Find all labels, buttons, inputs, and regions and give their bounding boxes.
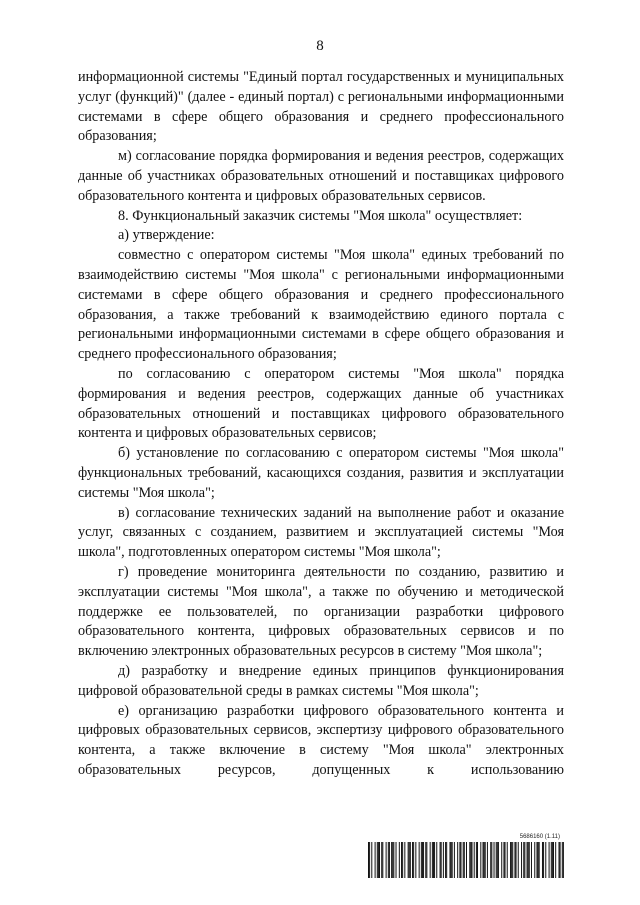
paragraph: информационной системы "Единый портал государственных и муниципальных услуг (функций)" (далее - единый портал) с региональными информационными системами в сфере общего образования и среднего профессионального образования; (78, 69, 564, 145)
barcode-bar (422, 842, 423, 878)
barcode-bar (498, 842, 499, 878)
barcode-bar (472, 842, 473, 878)
barcode-bar (382, 842, 383, 878)
barcode-bar (415, 842, 416, 878)
barcode-bar (425, 842, 426, 878)
barcode-bar (459, 842, 460, 878)
barcode-bar (423, 842, 424, 878)
barcode-bar (457, 842, 458, 878)
barcode-bar (536, 842, 537, 878)
barcode-bar (516, 842, 517, 878)
barcode-bar (464, 842, 465, 878)
barcode-bar (463, 842, 464, 878)
paragraph: по согласованию с оператором системы "Моя школа" порядка формирования и ведения реестров, содержащих данные об участниках образовательных отношений и поставщиках цифрового образовательного контента и цифровых образовательных сервисов; (78, 365, 564, 442)
barcode-bar (412, 842, 413, 878)
barcode-bar (521, 842, 522, 878)
barcode-bar (391, 842, 392, 878)
barcode-bar (413, 842, 414, 878)
barcode-bar (490, 842, 491, 878)
barcode-bar (524, 842, 525, 878)
barcode-bar (436, 842, 437, 878)
barcode-bar (485, 842, 486, 878)
barcode-bar (460, 842, 461, 878)
barcode-bar (501, 842, 502, 878)
barcode-bar (497, 842, 498, 878)
barcode-bar (409, 842, 410, 878)
barcode-bar (529, 842, 530, 878)
barcode-bar (505, 842, 506, 878)
body-text (78, 68, 564, 781)
barcode-bar (454, 842, 455, 878)
barcode-bar (404, 842, 405, 878)
barcode-bar (410, 842, 411, 878)
barcode-bar (483, 842, 484, 878)
barcode-bar (379, 842, 380, 878)
barcode-bar (445, 842, 446, 878)
barcode-bar (484, 842, 485, 878)
paragraph: г) проведение мониторинга деятельности по созданию, развитию и эксплуатации системы "Моя школа", а также по обучению и методической поддержке ее пользователей, по организации разработки цифрового образовательного контента, цифровых образовательных сервисов и по включению электронных образовательных ресурсов в систему "Моя школа"; (78, 563, 564, 660)
barcode-bar (474, 842, 475, 878)
barcode-bar (392, 842, 393, 878)
barcode-bar (369, 842, 370, 878)
barcode-bar (507, 842, 508, 878)
barcode-bar (470, 842, 471, 878)
barcode-bar (399, 842, 400, 878)
barcode-bar (549, 842, 550, 878)
barcode-bar (510, 842, 511, 878)
barcode-bar (545, 842, 546, 878)
page-number: 8 (316, 38, 324, 54)
barcode-bar (476, 842, 477, 878)
barcode-bar (377, 842, 378, 878)
barcode-bar (449, 842, 450, 878)
barcode-bar (393, 842, 394, 878)
barcode-bar (531, 842, 532, 878)
paragraph: б) установление по согласованию с оператором системы "Моя школа" функциональных требований, касающихся создания, развития и эксплуатации системы "Моя школа"; (78, 445, 564, 501)
barcode-bar (555, 842, 556, 878)
barcode-bar (503, 842, 504, 878)
barcode-bar (421, 842, 422, 878)
barcode-bar (494, 842, 495, 878)
barcode-bar (469, 842, 470, 878)
barcode-bar (534, 842, 535, 878)
barcode-bar (446, 842, 447, 878)
barcode-bar (440, 842, 441, 878)
barcode-bar (496, 842, 497, 878)
barcode-bar (562, 842, 563, 878)
barcode-bar (553, 842, 554, 878)
barcode-bar (381, 842, 382, 878)
barcode-bar (511, 842, 512, 878)
barcode-bar (368, 842, 369, 878)
barcode-bar (433, 842, 434, 878)
barcode-bar (386, 842, 387, 878)
barcode-bar (543, 842, 544, 878)
barcode-bar (514, 842, 515, 878)
barcode-bar (491, 842, 492, 878)
barcode-bar (371, 842, 372, 878)
barcode-bar (477, 842, 478, 878)
barcode-bar (528, 842, 529, 878)
barcode-bar (563, 842, 564, 878)
barcode-image (368, 842, 564, 878)
barcode-caption: 5686160 (1.11) (519, 834, 560, 840)
barcode-bar (378, 842, 379, 878)
barcode-bar (518, 842, 519, 878)
paragraph: д) разработку и внедрение единых принципов функционирования цифровой образовательной среды в рамках системы "Моя школа"; (78, 662, 564, 699)
paragraph: а) утверждение: (118, 227, 215, 244)
barcode-bar (451, 842, 452, 878)
barcode-bar (466, 842, 467, 878)
barcode-bar (430, 842, 431, 878)
barcode-bar (402, 842, 403, 878)
barcode-bar (539, 842, 540, 878)
barcode-bar (551, 842, 552, 878)
paragraph: 8. Функциональный заказчик системы "Моя школа" осуществляет: (118, 207, 523, 224)
barcode-bar (375, 842, 376, 878)
barcode-bar (523, 842, 524, 878)
barcode-bar (538, 842, 539, 878)
barcode-bar (443, 842, 444, 878)
barcode-bar (560, 842, 561, 878)
barcode-bar (432, 842, 433, 878)
paragraph: е) организацию разработки цифрового образовательного контента и цифровых образовательных сервисов, экспертизу цифрового образовательного контента, а также включение в систему "Моя школа" электронных образовательных ресурсов, допущенных к использованию (78, 702, 564, 778)
barcode-bar (426, 842, 427, 878)
barcode-bar (452, 842, 453, 878)
barcode-bar (552, 842, 553, 878)
barcode-bar (542, 842, 543, 878)
barcode-bar (480, 842, 481, 878)
barcode-bar (527, 842, 528, 878)
barcode-bar (512, 842, 513, 878)
barcode-bar (396, 842, 397, 878)
paragraph: м) согласование порядка формирования и ведения реестров, содержащих данные об участниках образовательных отношений и поставщиках цифрового образовательного контента и цифровых образовательных сервисов. (78, 148, 564, 204)
paragraph: совместно с оператором системы "Моя школа" единых требований по взаимодействию системы "Моя школа" с региональными информационными системами в сфере общего образования и среднего профессионального образования, а также требований к взаимодействию единого портала с региональными информационными системами в сфере общего образования и среднего профессионального образования; (78, 247, 564, 363)
paragraph: в) согласование технических заданий на выполнение работ и оказание услуг, связанных с созданием, развитием и эксплуатацией системы "Моя школа", подготовленных оператором системы "Моя школа"; (78, 504, 564, 561)
barcode-bar (487, 842, 488, 878)
barcode-bar (441, 842, 442, 878)
barcode-bar (389, 842, 390, 878)
barcode-bar (434, 842, 435, 878)
barcode-bar (408, 842, 409, 878)
barcode-bar (401, 842, 402, 878)
barcode-bar (558, 842, 559, 878)
barcode-bar (419, 842, 420, 878)
barcode-block (368, 834, 564, 882)
barcode-bar (388, 842, 389, 878)
